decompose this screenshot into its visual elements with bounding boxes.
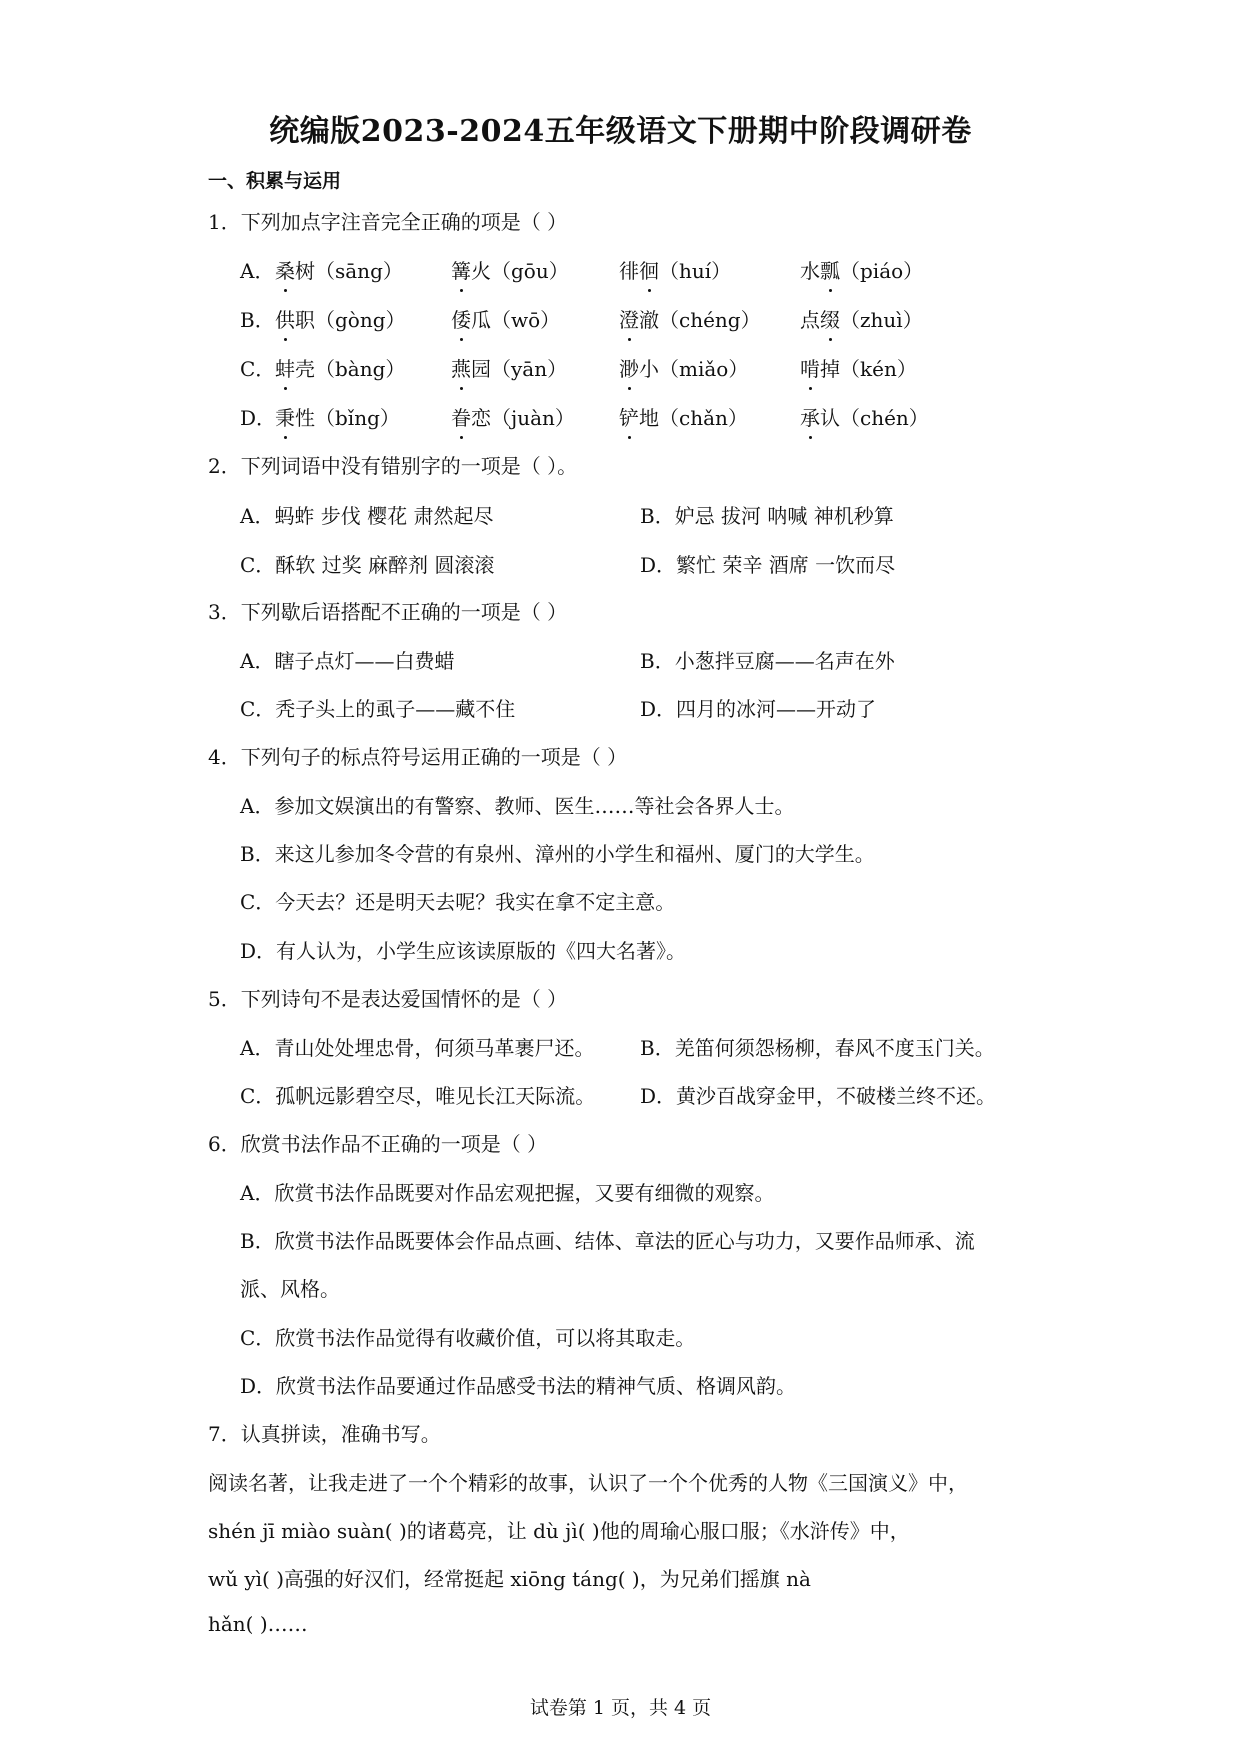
- option-text-post: 树（sāng）: [295, 259, 403, 283]
- question-3-stem: 3．下列歇后语搭配不正确的一项是（ ）: [208, 600, 568, 624]
- question-1-option-letter: D．: [240, 406, 277, 430]
- option-text-post: （huí）: [659, 259, 732, 283]
- question-1-option-item: [800, 402, 929, 431]
- question-1-option-item: [619, 304, 761, 333]
- question-2-option-c: C．酥软 过奖 麻醉剂 圆滚滚: [240, 553, 495, 577]
- question-7-passage-line1: 阅读名著，让我走进了一个个精彩的故事，认识了一个个优秀的人物《三国演义》中，: [208, 1471, 968, 1495]
- question-2-option-b: B．妒忌 拔河 呐喊 神机秒算: [640, 504, 894, 528]
- question-3-option-b: B．小葱拌豆腐——名声在外: [640, 649, 895, 673]
- section-heading: 一、积累与运用: [208, 170, 342, 192]
- question-1-option-item: [800, 304, 923, 333]
- question-7-passage-line4: hǎn( )……: [208, 1612, 308, 1636]
- question-2-option-d: D．繁忙 荣辛 酒席 一饮而尽: [640, 553, 896, 577]
- question-1-option-item: [275, 402, 400, 431]
- question-1-option-item: [619, 255, 731, 284]
- emphasized-character: 澄: [619, 304, 639, 333]
- page-footer: 试卷第 1 页，共 4 页: [529, 1697, 712, 1719]
- question-6-option-a: A．欣赏书法作品既要对作品宏观把握，又要有细微的观察。: [240, 1181, 775, 1205]
- emphasized-character: 渺: [619, 353, 639, 382]
- emphasized-character: 铲: [619, 402, 639, 431]
- question-3-option-a: A．瞎子点灯——白费蜡: [240, 649, 455, 673]
- emphasized-character: 蚌: [275, 353, 295, 382]
- emphasized-character: 徊: [639, 255, 659, 284]
- question-1-option-letter: A．: [240, 259, 275, 283]
- emphasized-character: 燕: [451, 353, 471, 382]
- question-1-option-item: [275, 255, 403, 284]
- question-6-stem: 6．欣赏书法作品不正确的一项是（ ）: [208, 1132, 548, 1156]
- option-text-post: 性（bǐng）: [295, 406, 400, 430]
- question-5-option-a: A．青山处处埋忠骨，何须马革裹尸还。: [240, 1036, 595, 1060]
- question-5-option-c: C．孤帆远影碧空尽，唯见长江天际流。: [240, 1084, 596, 1108]
- option-text-pre: 徘: [619, 259, 639, 283]
- question-7-passage-line3: wǔ yì( )高强的好汉们，经常挺起 xiōng táng( )，为兄弟们摇旗 nà: [208, 1567, 811, 1591]
- emphasized-character: 眷: [451, 402, 471, 431]
- option-text-post: （zhuì）: [840, 308, 923, 332]
- emphasized-character: 缀: [820, 304, 840, 333]
- question-1-option-item: [451, 304, 560, 333]
- option-text-post: 恋（juàn）: [471, 406, 575, 430]
- option-text-post: 掉（kén）: [820, 357, 917, 381]
- option-text-pre: 水: [800, 259, 820, 283]
- emphasized-character: 篝: [451, 255, 471, 284]
- option-text-post: 小（miǎo）: [639, 357, 749, 381]
- question-1-option-letter: B．: [240, 308, 275, 332]
- question-5-stem: 5．下列诗句不是表达爱国情怀的是（ ）: [208, 987, 568, 1011]
- emphasized-character: 倭: [451, 304, 471, 333]
- question-1-option-item: [451, 255, 569, 284]
- question-6-option-c: C．欣赏书法作品觉得有收藏价值，可以将其取走。: [240, 1326, 696, 1350]
- option-text-post: 职（gòng）: [295, 308, 406, 332]
- option-text-post: 地（chǎn）: [639, 406, 748, 430]
- question-1-option-item: [800, 353, 917, 382]
- option-text-post: 火（gōu）: [471, 259, 569, 283]
- question-1-option-letter: C．: [240, 357, 276, 381]
- question-1-option-item: [275, 353, 405, 382]
- question-2-option-a: A．蚂蚱 步伐 樱花 肃然起尽: [240, 504, 494, 528]
- option-text-post: 认（chén）: [820, 406, 929, 430]
- question-2-stem: 2．下列词语中没有错别字的一项是（ ）。: [208, 454, 578, 478]
- emphasized-character: 桑: [275, 255, 295, 284]
- question-1-option-item: [800, 255, 923, 284]
- option-text-post: 园（yān）: [471, 357, 568, 381]
- question-5-option-b: B．羌笛何须怨杨柳，春风不度玉门关。: [640, 1036, 995, 1060]
- question-4-stem: 4．下列句子的标点符号运用正确的一项是（ ）: [208, 745, 628, 769]
- option-text-pre: 点: [800, 308, 820, 332]
- question-7-stem: 7．认真拼读，准确书写。: [208, 1422, 441, 1446]
- emphasized-character: 承: [800, 402, 820, 431]
- emphasized-character: 秉: [275, 402, 295, 431]
- emphasized-character: 供: [275, 304, 295, 333]
- question-6-option-b-line1: B．欣赏书法作品既要体会作品点画、结体、章法的匠心与功力，又要作品师承、流: [240, 1229, 975, 1253]
- question-4-option-c: C．今天去？还是明天去呢？我实在拿不定主意。: [240, 890, 676, 914]
- question-1-option-item: [619, 353, 748, 382]
- question-1-stem: 1．下列加点字注音完全正确的项是（ ）: [208, 210, 568, 234]
- question-6-option-b-line2: 派、风格。: [240, 1277, 340, 1301]
- option-text-post: 澈（chéng）: [639, 308, 761, 332]
- question-1-option-item: [619, 402, 748, 431]
- question-7-passage-line2: shén jī miào suàn( )的诸葛亮，让 dù jì( )他的周瑜心服口服；《水浒传》中，: [208, 1519, 910, 1543]
- question-3-option-d: D．四月的冰河——开动了: [640, 697, 877, 721]
- emphasized-character: 瓢: [820, 255, 840, 284]
- option-text-post: 壳（bàng）: [295, 357, 406, 381]
- page-title: 统编版2023-2024五年级语文下册期中阶段调研卷: [269, 114, 972, 149]
- question-6-option-d: D．欣赏书法作品要通过作品感受书法的精神气质、格调风韵。: [240, 1374, 797, 1398]
- question-1-option-item: [275, 304, 406, 333]
- question-4-option-d: D．有人认为，小学生应该读原版的《四大名著》。: [240, 939, 687, 963]
- option-text-post: （piáo）: [840, 259, 924, 283]
- emphasized-character: 啃: [800, 353, 820, 382]
- question-4-option-b: B．来这儿参加冬令营的有泉州、漳州的小学生和福州、厦门的大学生。: [240, 842, 875, 866]
- question-3-option-c: C．秃子头上的虱子——藏不住: [240, 697, 516, 721]
- question-1-option-item: [451, 353, 567, 382]
- question-1-option-item: [451, 402, 575, 431]
- question-4-option-a: A．参加文娱演出的有警察、教师、医生……等社会各界人士。: [240, 794, 795, 818]
- question-5-option-d: D．黄沙百战穿金甲，不破楼兰终不还。: [640, 1084, 997, 1108]
- option-text-post: 瓜（wō）: [471, 308, 561, 332]
